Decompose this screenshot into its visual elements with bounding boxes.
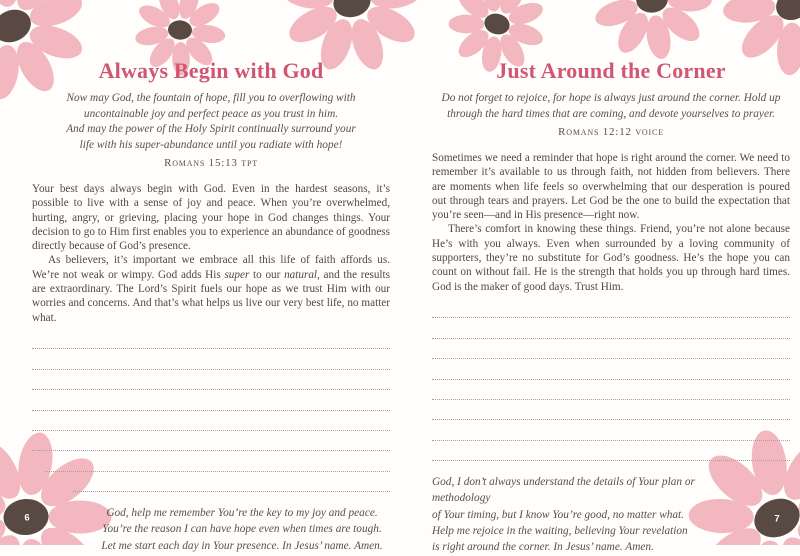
journal-line: [432, 298, 790, 318]
journal-line: [432, 441, 790, 461]
journal-line: [432, 420, 790, 440]
journal-line: [73, 472, 390, 492]
left-prayer: God, help me remember You’re the key to my joy and peace. You’re the reason I can have hope even when times are tough. Let me start each day in Your presence. In Jesus’ name. Amen.: [101, 507, 383, 552]
journal-line: [432, 400, 790, 420]
journal-line: [32, 329, 390, 349]
left-paragraph-2: As believers, it’s important we embrace all this life of faith affords us. We’re not weak or wimpy. God adds His super to our natural, and the results are extraordinary. The Lord’s Spirit fuels our hope as we trust Him with our worries and concerns. And that’s what helps us live our very best life, no matter what.: [32, 254, 390, 324]
left-paragraph-1: Your best days always begin with God. Even in the hardest seasons, it’s possible to live with a sense of joy and peace. When you’re overwhelmed, hurting, angry, or grieving, placing your hope in God changes things. Your decision to go to Him first enables you to experience an abundance of goodness directly because of God’s presence.: [32, 183, 390, 253]
journal-line: [32, 431, 390, 451]
right-scripture-quote: Do not forget to rejoice, for hope is always just around the corner. Hold up through the hard times that are coming, and devote yourselves to prayer.: [441, 92, 781, 120]
left-journal-lines: [32, 329, 390, 492]
left-scripture-reference: Romans 15:13 tpt: [164, 157, 258, 169]
left-devotional-text: [32, 182, 390, 325]
page-number-right: 7: [774, 513, 780, 525]
left-scripture-quote: Now may God, the fountain of hope, fill you to overflowing with uncontainable joy and perfect peace as you trust in him. And may the power of the Holy Spirit continually surround your life with his super-abundance until you radiate with hope!: [66, 92, 356, 151]
right-journal-lines: [432, 298, 790, 461]
left-page: [0, 0, 400, 552]
right-page-title: Just Around the Corner: [496, 58, 726, 83]
right-page: [400, 0, 800, 554]
left-page-content: [32, 0, 390, 554]
journal-line: [45, 451, 390, 471]
journal-line: [32, 411, 390, 431]
journal-line: [32, 390, 390, 410]
right-prayer: God, I don’t always understand the details of Your plan or methodology of Your timing, but I know You’re good, no matter what. Help me rejoice in the waiting, believing Your revelation is right around the corner. In Jesus’ name. Amen.: [432, 476, 695, 554]
journal-line: [432, 339, 790, 359]
right-devotional-text: [432, 151, 790, 294]
right-paragraph-2: There’s comfort in knowing these things. Friend, you’re not alone because He’s with you always. Even when surrounded by a loving community of supporters, they’re no substitute for God’s goodness. He’s the hope you can count on without fail. He is the strength that holds you up through hard times. God is the maker of good days. Trust Him.: [432, 223, 790, 293]
right-paragraph-1: Sometimes we need a reminder that hope is right around the corner. We need to remember it’s available to us through faith, not hidden from believers. There are moments when life feels so overwhelming that our desperation is poured out through tears and prayers. Let God be the one to build the expectation that you’re seen—and in His presence—right now.: [432, 152, 790, 222]
journal-line: [32, 349, 390, 369]
left-page-title: Always Begin with God: [98, 58, 324, 83]
right-scripture-reference: Romans 12:12 voice: [558, 126, 664, 138]
journal-line: [432, 380, 790, 400]
page-number-left: 6: [24, 512, 30, 524]
journal-line: [432, 318, 790, 338]
journal-line: [32, 370, 390, 390]
right-page-content: [432, 0, 790, 556]
journal-line: [432, 359, 790, 379]
